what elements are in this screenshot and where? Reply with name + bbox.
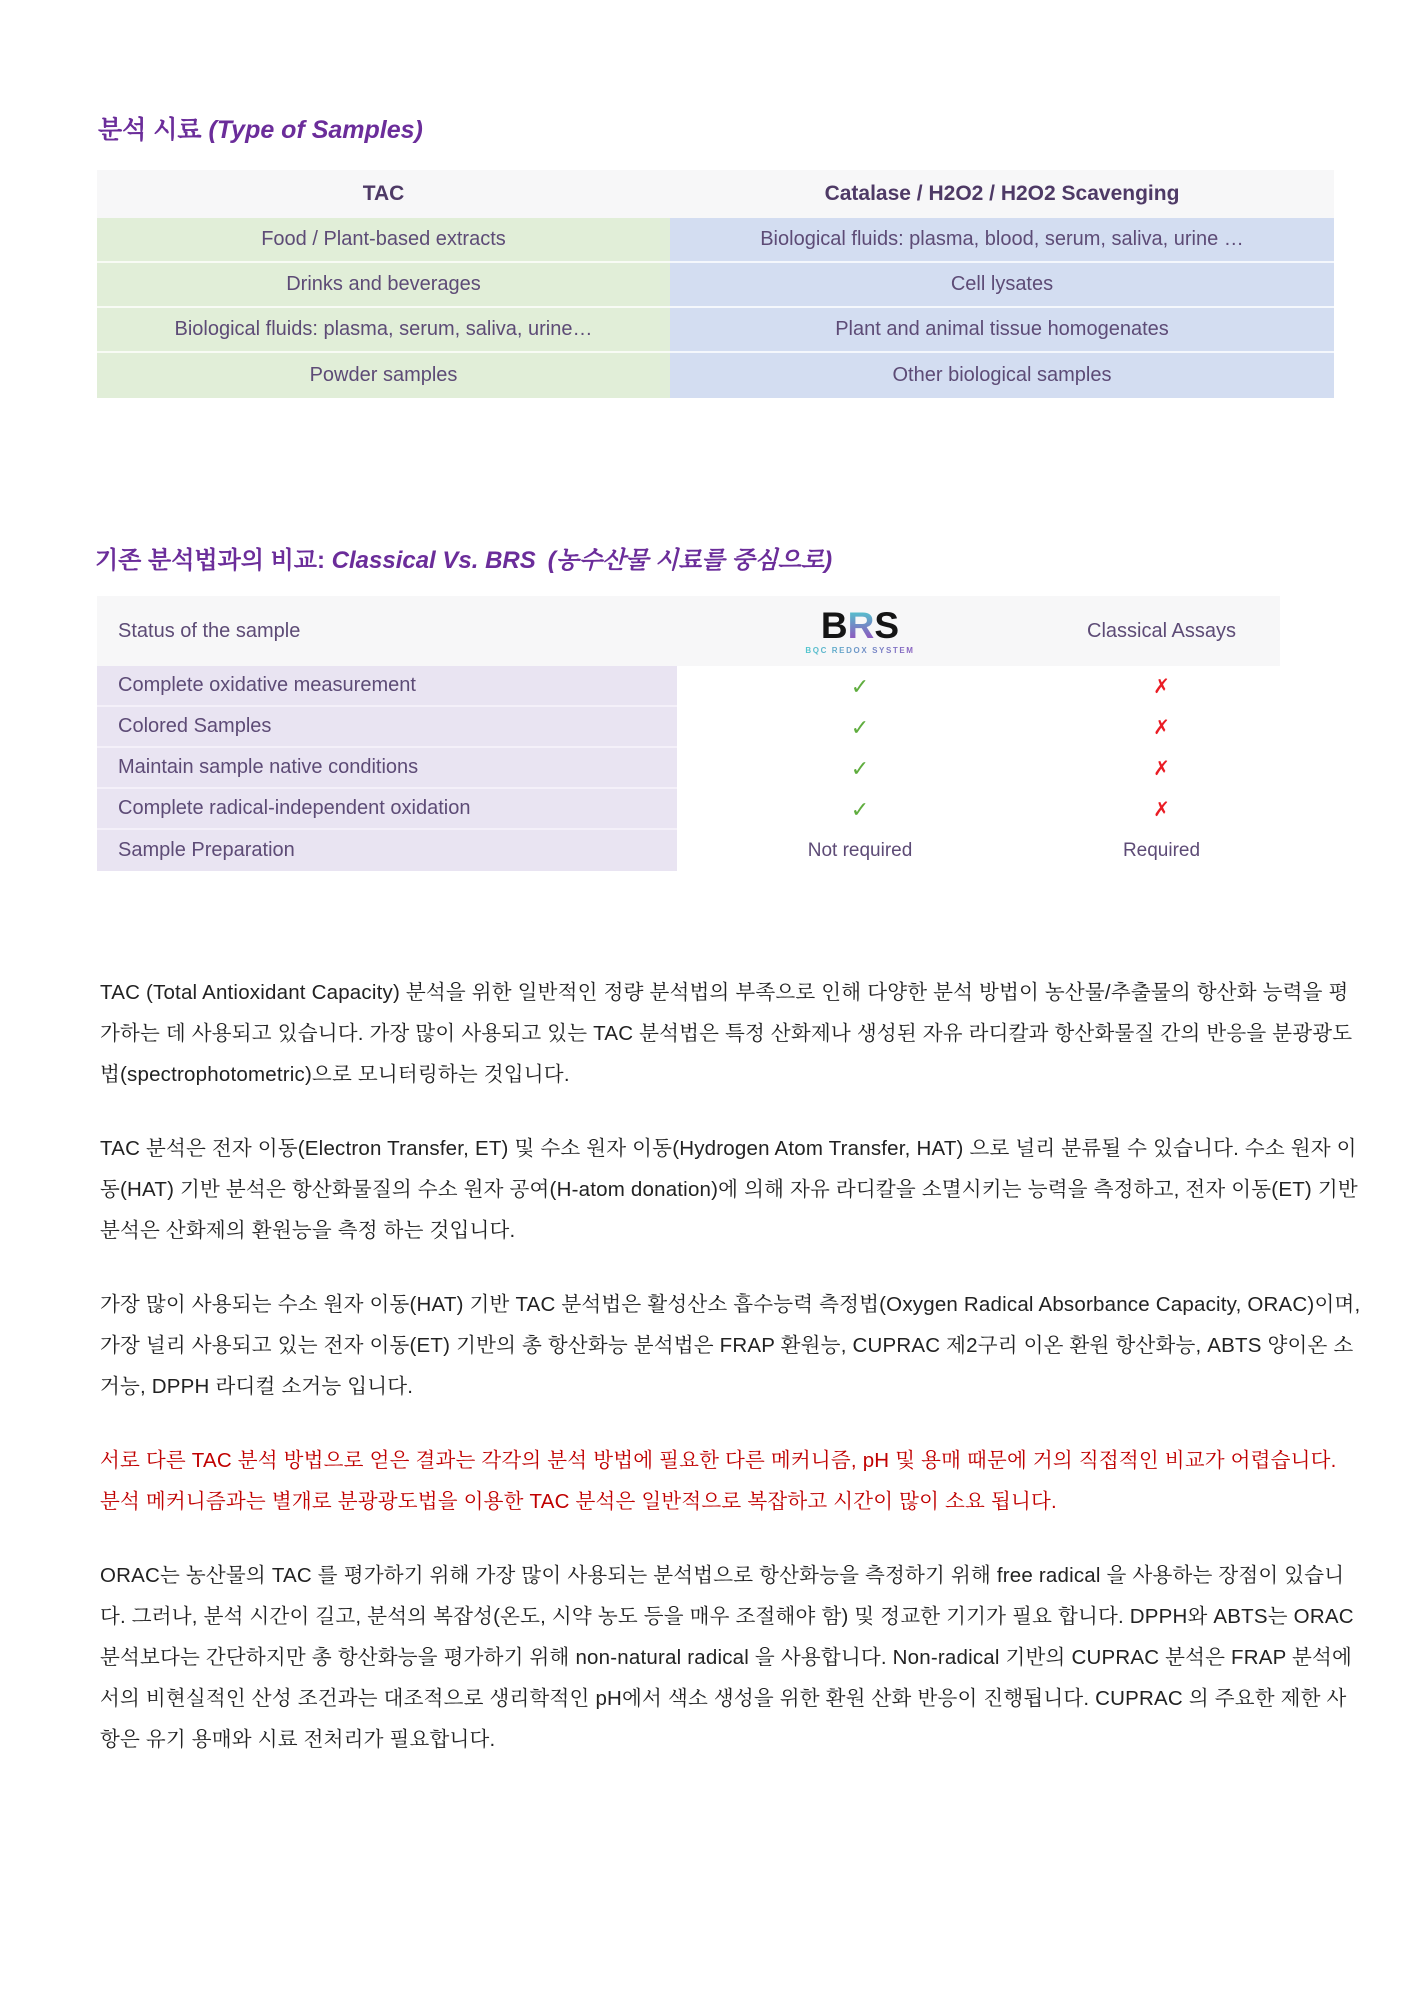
brs-logo-s: S — [874, 605, 900, 646]
comparison-row-label: Sample Preparation — [97, 830, 677, 871]
section-title-samples-en: (Type of Samples) — [201, 116, 423, 144]
comparison-row-label: Complete oxidative measurement — [97, 666, 677, 707]
samples-table-header-catalase: Catalase / H2O2 / H2O2 Scavenging — [670, 170, 1334, 218]
brs-logo-r: R — [847, 605, 875, 646]
section-title-comparison-latin: Classical Vs. BRS — [324, 547, 536, 574]
cross-icon: ✗ — [1043, 789, 1280, 830]
samples-table-cell: Food / Plant-based extracts — [97, 218, 670, 263]
paragraph-orac-frap: 가장 많이 사용되는 수소 원자 이동(HAT) 기반 TAC 분석법은 활성산소 흡수능력 측정법(Oxygen Radical Absorbance Capacity, ORAC)이며, 가장 널리 사용되고 있는 전자 이동(ET) 기반의 총 항산화능 분석법은 FRAP 환원능, CUPRAC 제2구리 이온 환원 항산화능, ABTS 양이온 소거능, DPPH 라디컬 소거능 입니다. — [100, 1293, 1361, 1398]
section-title-samples-ko: 분석 시료 — [98, 116, 202, 144]
brs-logo-letters — [821, 607, 899, 644]
samples-table-cell: Biological fluids: plasma, blood, serum, saliva, urine … — [670, 218, 1334, 263]
comparison-header-classical: Classical Assays — [1043, 596, 1280, 666]
paragraph-tac-intro: TAC (Total Antioxidant Capacity) 분석을 위한 일반적인 정량 분석법의 부족으로 인해 다양한 분석 방법이 농산물/추출물의 항산화 능력을 평가하는 데 사용되고 있습니다. 가장 많이 사용되고 있는 TAC 분석법은 특정 산화제나 생성된 자유 라디칼과 항산화물질 간의 반응을 분광광도법(spectrophotometric)으로 모니터링하는 것입니다. — [100, 981, 1353, 1086]
brs-logo-b: B — [820, 605, 848, 646]
comparison-row-label: Colored Samples — [97, 707, 677, 748]
paragraph-warning-red: 서로 다른 TAC 분석 방법으로 얻은 결과는 각각의 분석 방법에 필요한 다른 메커니즘, pH 및 용매 때문에 거의 직접적인 비교가 어렵습니다. 분석 메커니즘과는 별개로 분광광도법을 이용한 TAC 분석은 일반적으로 복잡하고 시간이 많이 소요 됩니다. — [100, 1449, 1337, 1513]
section-title-comparison — [95, 540, 832, 575]
check-icon: ✓ — [677, 748, 1043, 789]
cross-icon: ✗ — [1043, 707, 1280, 748]
samples-table — [97, 170, 1334, 398]
paragraph-et-hat: TAC 분석은 전자 이동(Electron Transfer, ET) 및 수소 원자 이동(Hydrogen Atom Transfer, HAT) 으로 널리 분류될 수 있습니다. 수소 원자 이동(HAT) 기반 분석은 항산화물질의 수소 원자 공여(H-atom donation)에 의해 자유 라디칼을 소멸시키는 능력을 측정하고, 전자 이동(ET) 기반 분석은 산화제의 환원능을 측정 하는 것입니다. — [100, 1137, 1358, 1242]
comparison-table — [97, 596, 1280, 871]
samples-table-cell: Powder samples — [97, 353, 670, 398]
paragraph-orac-limitations: ORAC는 농산물의 TAC 를 평가하기 위해 가장 많이 사용되는 분석법으로 항산화능을 측정하기 위해 free radical 을 사용하는 장점이 있습니다. 그러나, 분석 시간이 길고, 분석의 복잡성(온도, 시약 농도 등을 매우 조절해야 함) 및 정교한 기기가 필요 합니다. DPPH와 ABTS는 ORAC 분석보다는 간단하지만 총 항산화능을 평가하기 위해 non-natural radical 을 사용합니다. Non-radical 기반의 CUPRAC 분석은 FRAP 분석에서의 비현실적인 산성 조건과는 대조적으로 생리학적인 pH에서 색소 생성을 위한 환원 산화 반응이 진행됩니다. CUPRAC 의 주요한 제한 사항은 유기 용매와 시료 전처리가 필요합니다. — [100, 1564, 1354, 1751]
check-icon: ✓ — [677, 789, 1043, 830]
brs-logo — [677, 596, 1043, 666]
body-text — [100, 972, 1362, 1793]
brs-logo-subtitle: BQC REDOX SYSTEM — [805, 646, 915, 655]
comparison-row-label: Complete radical-independent oxidation — [97, 789, 677, 830]
cross-icon: ✗ — [1043, 666, 1280, 707]
samples-table-cell: Drinks and beverages — [97, 263, 670, 308]
check-icon: ✓ — [677, 707, 1043, 748]
cross-icon: ✗ — [1043, 748, 1280, 789]
comparison-header-status: Status of the sample — [97, 596, 677, 666]
samples-table-cell: Biological fluids: plasma, serum, saliva, urine… — [97, 308, 670, 353]
comparison-brs-value: Not required — [677, 830, 1043, 871]
check-icon: ✓ — [677, 666, 1043, 707]
section-title-comparison-paren: (농수산물 시료를 중심으로) — [547, 547, 833, 574]
samples-table-header-tac: TAC — [97, 170, 670, 218]
samples-table-cell: Plant and animal tissue homogenates — [670, 308, 1334, 353]
comparison-classical-value: Required — [1043, 830, 1280, 871]
comparison-row-label: Maintain sample native conditions — [97, 748, 677, 789]
section-title-comparison-ko: 기존 분석법과의 비교: — [95, 547, 325, 574]
section-title-samples — [98, 110, 423, 146]
samples-table-cell: Cell lysates — [670, 263, 1334, 308]
samples-table-cell: Other biological samples — [670, 353, 1334, 398]
